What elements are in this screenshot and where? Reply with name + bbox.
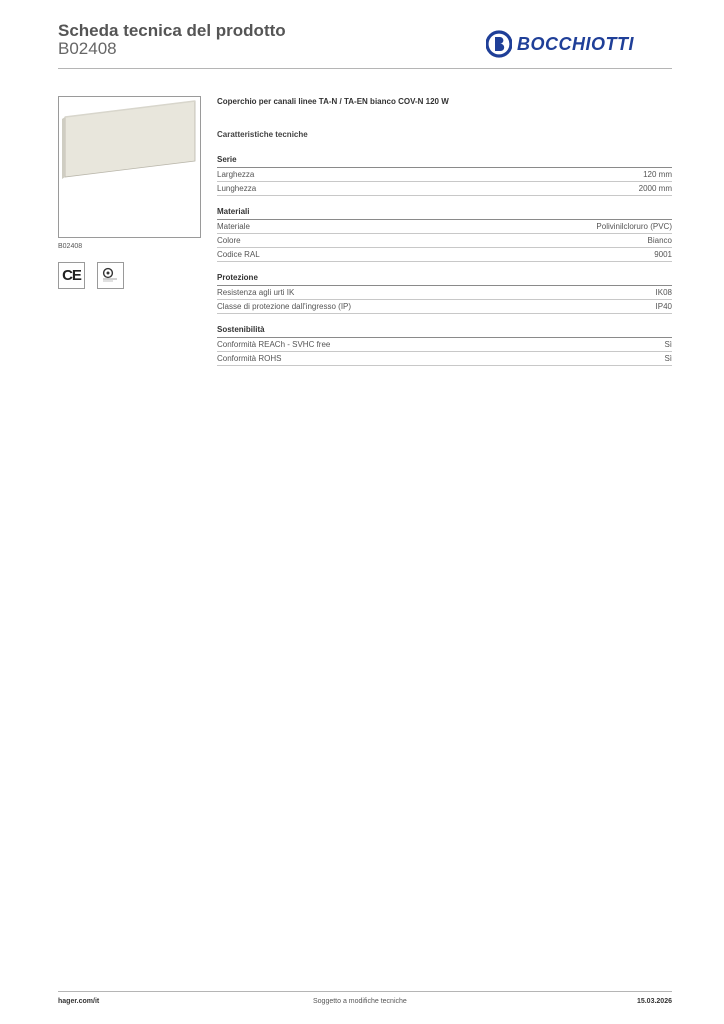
spec-row: [217, 286, 672, 300]
product-code: B02408: [58, 39, 117, 58]
spec-row: [217, 234, 672, 248]
ce-mark-label: CE: [62, 267, 81, 284]
spec-label: Conformità REACh - SVHC free: [217, 340, 331, 349]
brand-name: BOCCHIOTTI: [517, 33, 634, 54]
spec-value: Sì: [664, 340, 672, 349]
spec-section-protezione: [217, 273, 672, 314]
section-title: Sostenibilità: [217, 325, 672, 338]
section-title: Protezione: [217, 273, 672, 286]
spec-row: [217, 220, 672, 234]
spec-value: Sì: [664, 354, 672, 363]
spec-label: Materiale: [217, 222, 250, 231]
spec-value: 9001: [654, 250, 672, 259]
spec-value: Bianco: [647, 236, 672, 245]
brand-logo: [486, 29, 634, 59]
spec-value: 2000 mm: [638, 184, 672, 193]
footer-website-link[interactable]: hager.com/it: [58, 998, 100, 1005]
product-title: Coperchio per canali linee TA-N / TA-EN bianco COV-N 120 W: [217, 97, 449, 106]
section-title: Serie: [217, 155, 672, 168]
spec-section-materiali: [217, 207, 672, 262]
spec-row: [217, 352, 672, 366]
spec-row: [217, 248, 672, 262]
spec-label: Lunghezza: [217, 184, 257, 193]
ce-mark-icon: [58, 262, 85, 289]
product-illustration: [59, 97, 200, 237]
spec-content: [217, 97, 672, 366]
spec-value: Polivinilcloruro (PVC): [596, 222, 672, 231]
spec-label: Classe di protezione dall'ingresso (IP): [217, 302, 352, 311]
spec-section-serie: [217, 155, 672, 196]
imq-logo-icon: [102, 267, 119, 284]
image-caption: B02408: [58, 243, 83, 250]
spec-row: [217, 168, 672, 182]
spec-label: Larghezza: [217, 170, 255, 179]
spec-value: 120 mm: [643, 170, 672, 179]
spec-row: [217, 182, 672, 196]
header-divider: [58, 68, 672, 69]
footer-divider: [58, 991, 672, 992]
bocchiotti-logo-icon: [486, 30, 512, 58]
spec-label: Conformità ROHS: [217, 354, 282, 363]
footer-date: 15.03.2026: [636, 998, 672, 1005]
footer-note: Soggetto a modifiche tecniche: [313, 998, 407, 1005]
spec-row: [217, 300, 672, 314]
spec-row: [217, 338, 672, 352]
spec-value: IK08: [655, 288, 672, 297]
spec-value: IP40: [655, 302, 672, 311]
imq-mark-icon: [97, 262, 124, 289]
characteristics-title: Caratteristiche tecniche: [217, 130, 308, 139]
product-image: [58, 96, 201, 238]
spec-label: Codice RAL: [217, 250, 260, 259]
spec-label: Resistenza agli urti IK: [217, 288, 295, 297]
section-title: Materiali: [217, 207, 672, 220]
spec-label: Colore: [217, 236, 241, 245]
page-title: Scheda tecnica del prodotto: [58, 21, 286, 40]
spec-section-sostenibilita: [217, 325, 672, 366]
